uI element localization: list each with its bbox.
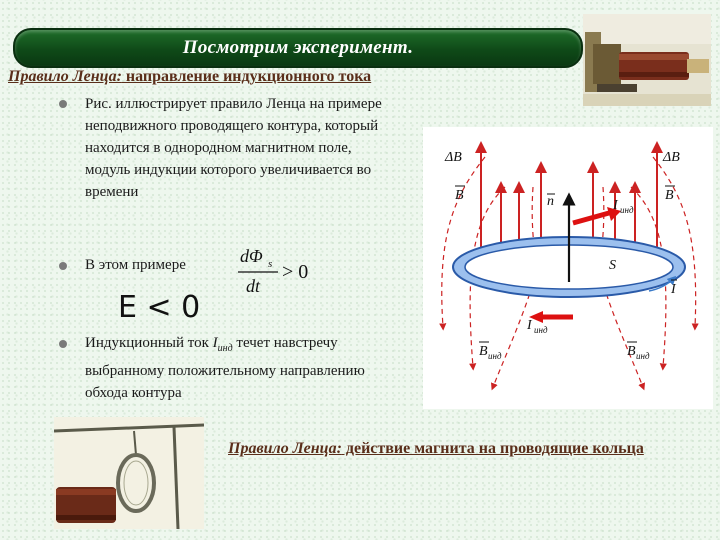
label-i-ind-bottom: I: [527, 318, 532, 333]
bullet-text-1: Рис. иллюстрирует правило Ленца на примере неподвижного проводящего контура, который находится в однородном магнитном поле, модуль индукции которого увеличивается во времени: [85, 96, 382, 200]
subtitle-link[interactable]: [8, 68, 371, 86]
bullet-3-current-sub: инд: [217, 343, 233, 354]
bullet-text-2: В этом примере: [85, 257, 186, 273]
bullet-text-3: [85, 332, 395, 404]
slide-title: Посмотрим эксперимент.: [182, 37, 414, 58]
label-normal-n: n: [547, 194, 554, 209]
label-b-ind-right-sub: инд: [636, 351, 650, 361]
label-i-ind-top-sub: инд: [620, 205, 634, 215]
emf-inequality: E < 0: [118, 290, 201, 325]
coil-apparatus-photo: [583, 14, 711, 106]
link-italic: Правило Ленца:: [228, 440, 342, 457]
subtitle-italic: Правило Ленца:: [8, 68, 122, 85]
formula-relation: > 0: [282, 261, 309, 283]
bullet-3-after: течет навстречу выбранному положительному направлению обхода контура: [85, 335, 365, 401]
bullet-marker: [59, 340, 67, 348]
formula-numerator-sub: s: [268, 258, 273, 270]
label-b-ind-left-sub: инд: [488, 351, 502, 361]
label-delta-b-left: ΔB: [445, 150, 462, 165]
lenz-diagram: [423, 127, 713, 409]
magnet-rings-link[interactable]: [228, 437, 644, 461]
label-b-ind-right: B: [627, 344, 636, 359]
link-rest: действие магнита на проводящие кольца: [341, 440, 644, 457]
label-delta-b-right: ΔB: [663, 150, 680, 165]
slide-title-bar: [13, 28, 583, 68]
bullet-3-before: Индукционный ток: [85, 335, 213, 351]
bullet-marker: [59, 100, 67, 108]
label-b-left: B: [455, 188, 464, 203]
label-area-s: S: [609, 258, 616, 273]
bullet-3-current: I: [212, 335, 218, 351]
label-i-ind-top: I: [613, 198, 618, 213]
subtitle-rest: направление индукционного тока: [121, 68, 372, 85]
label-positive-direction: I: [671, 282, 676, 297]
bullet-marker: [59, 262, 67, 270]
label-b-ind-left: B: [479, 344, 488, 359]
magnet-ring-photo: [54, 417, 204, 529]
flux-derivative-formula: [232, 242, 322, 307]
label-b-right: B: [665, 188, 674, 203]
formula-numerator: dΦ: [240, 246, 263, 266]
label-i-ind-bottom-sub: инд: [534, 325, 548, 335]
formula-denominator: dt: [246, 276, 261, 296]
